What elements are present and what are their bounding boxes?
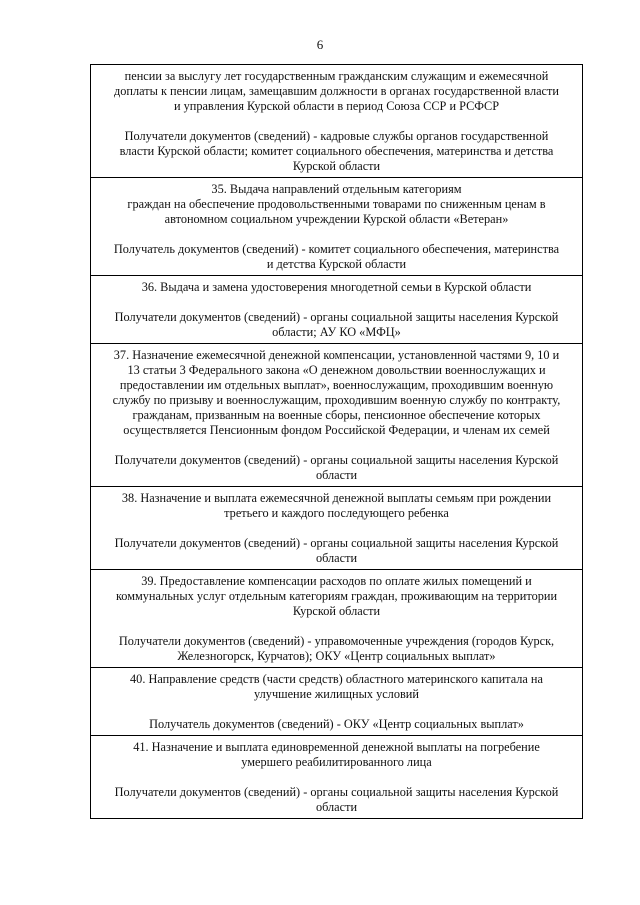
service-text-line: автономном социальном учреждении Курской области «Ветеран» [164, 212, 509, 226]
recipient-text-line: Получатели документов (сведений) - органы социальной защиты населения Курской [114, 453, 559, 467]
service-text-line: гражданам, призванным на военные сборы, пенсионное обеспечение которых [132, 408, 541, 422]
recipient-text-line: области [315, 551, 358, 565]
recipient-text-line: Получатели документов (сведений) - органы социальной защиты населения Курской [114, 785, 559, 799]
row-spacer [98, 438, 575, 453]
service-text-line: граждан на обеспечение продовольственными товарами по сниженным ценам в [127, 197, 546, 211]
service-text-line: пенсии за выслугу лет государственным гражданским служащим и ежемесячной [124, 69, 549, 83]
service-text-line: 38. Назначение и выплата ежемесячной денежной выплаты семьям при рождении [121, 491, 552, 505]
recipient-text-line: Получатель документов (сведений) - ОКУ «Центр социальных выплат» [149, 717, 524, 731]
service-text-line: 40. Направление средств (части средств) областного материнского капитала на [130, 672, 543, 686]
recipient-text-line: Получатели документов (сведений) - органы социальной защиты населения Курской [114, 536, 559, 550]
table-row [91, 570, 582, 668]
row-spacer [98, 702, 575, 717]
row-spacer [98, 521, 575, 536]
table-row [91, 668, 582, 736]
service-text-line: улучшение жилищных условий [254, 687, 419, 701]
recipient-text-line: области [315, 800, 358, 814]
page-number: 6 [316, 37, 324, 52]
service-text-line: предоставлении им отдельных выплат», военнослужащим, проходившим военную [119, 378, 554, 392]
row-spacer [98, 114, 575, 129]
service-text-line: 37. Назначение ежемесячной денежной компенсации, установленной частями 9, 10 и [113, 348, 560, 362]
services-table [90, 64, 583, 819]
service-text-line: 41. Назначение и выплата единовременной денежной выплаты на погребение [133, 740, 540, 754]
row-spacer [98, 619, 575, 634]
service-text-line: умершего реабилитированного лица [241, 755, 432, 769]
recipient-text-line: Получатели документов (сведений) - органы социальной защиты населения Курской [114, 310, 559, 324]
recipient-text-line: Железногорск, Курчатов); ОКУ «Центр социальных выплат» [177, 649, 496, 663]
row-spacer [98, 770, 575, 785]
recipient-text-line: Получатели документов (сведений) - кадровые службы органов государственной [124, 129, 549, 143]
row-spacer [98, 295, 575, 310]
table-row [91, 276, 582, 344]
recipient-text-line: власти Курской области; комитет социального обеспечения, материнства и детства [119, 144, 554, 158]
service-text-line: 13 статьи 3 Федерального закона «О денежном довольствии военнослужащих и [127, 363, 546, 377]
table-row [91, 65, 582, 178]
recipient-text-line: Курской области [292, 159, 381, 173]
service-text-line: коммунальных услуг отдельным категориям граждан, проживающим на территории [115, 589, 558, 603]
service-text-line: службу по призыву и военнослужащим, проходившим военную службу по контракту, [112, 393, 561, 407]
recipient-text-line: области [315, 468, 358, 482]
recipient-text-line: области; АУ КО «МФЦ» [272, 325, 401, 339]
service-text-line: 39. Предоставление компенсации расходов по оплате жилых помещений и [141, 574, 532, 588]
recipient-text-line: Получатели документов (сведений) - управомоченные учреждения (городов Курск, [118, 634, 555, 648]
service-text-line: 35. Выдача направлений отдельным категориям [211, 182, 462, 196]
table-row [91, 344, 582, 487]
service-text-line: доплаты к пенсии лицам, замещавшим должности в органах государственной власти [114, 84, 559, 98]
service-text-line: третьего и каждого последующего ребенка [224, 506, 449, 520]
table-row [91, 736, 582, 819]
service-text-line: Курской области [292, 604, 381, 618]
table-row [91, 487, 582, 570]
recipient-text-line: Получатель документов (сведений) - комитет социального обеспечения, материнства [113, 242, 560, 256]
service-text-line: 36. Выдача и замена удостоверения многодетной семьи в Курской области [141, 280, 532, 294]
table-row [91, 178, 582, 276]
recipient-text-line: и детства Курской области [266, 257, 407, 271]
row-spacer [98, 227, 575, 242]
service-text-line: осуществляется Пенсионным фондом Российской Федерации, и членам их семей [123, 423, 550, 437]
service-text-line: и управления Курской области в период Союза ССР и РСФСР [173, 99, 500, 113]
